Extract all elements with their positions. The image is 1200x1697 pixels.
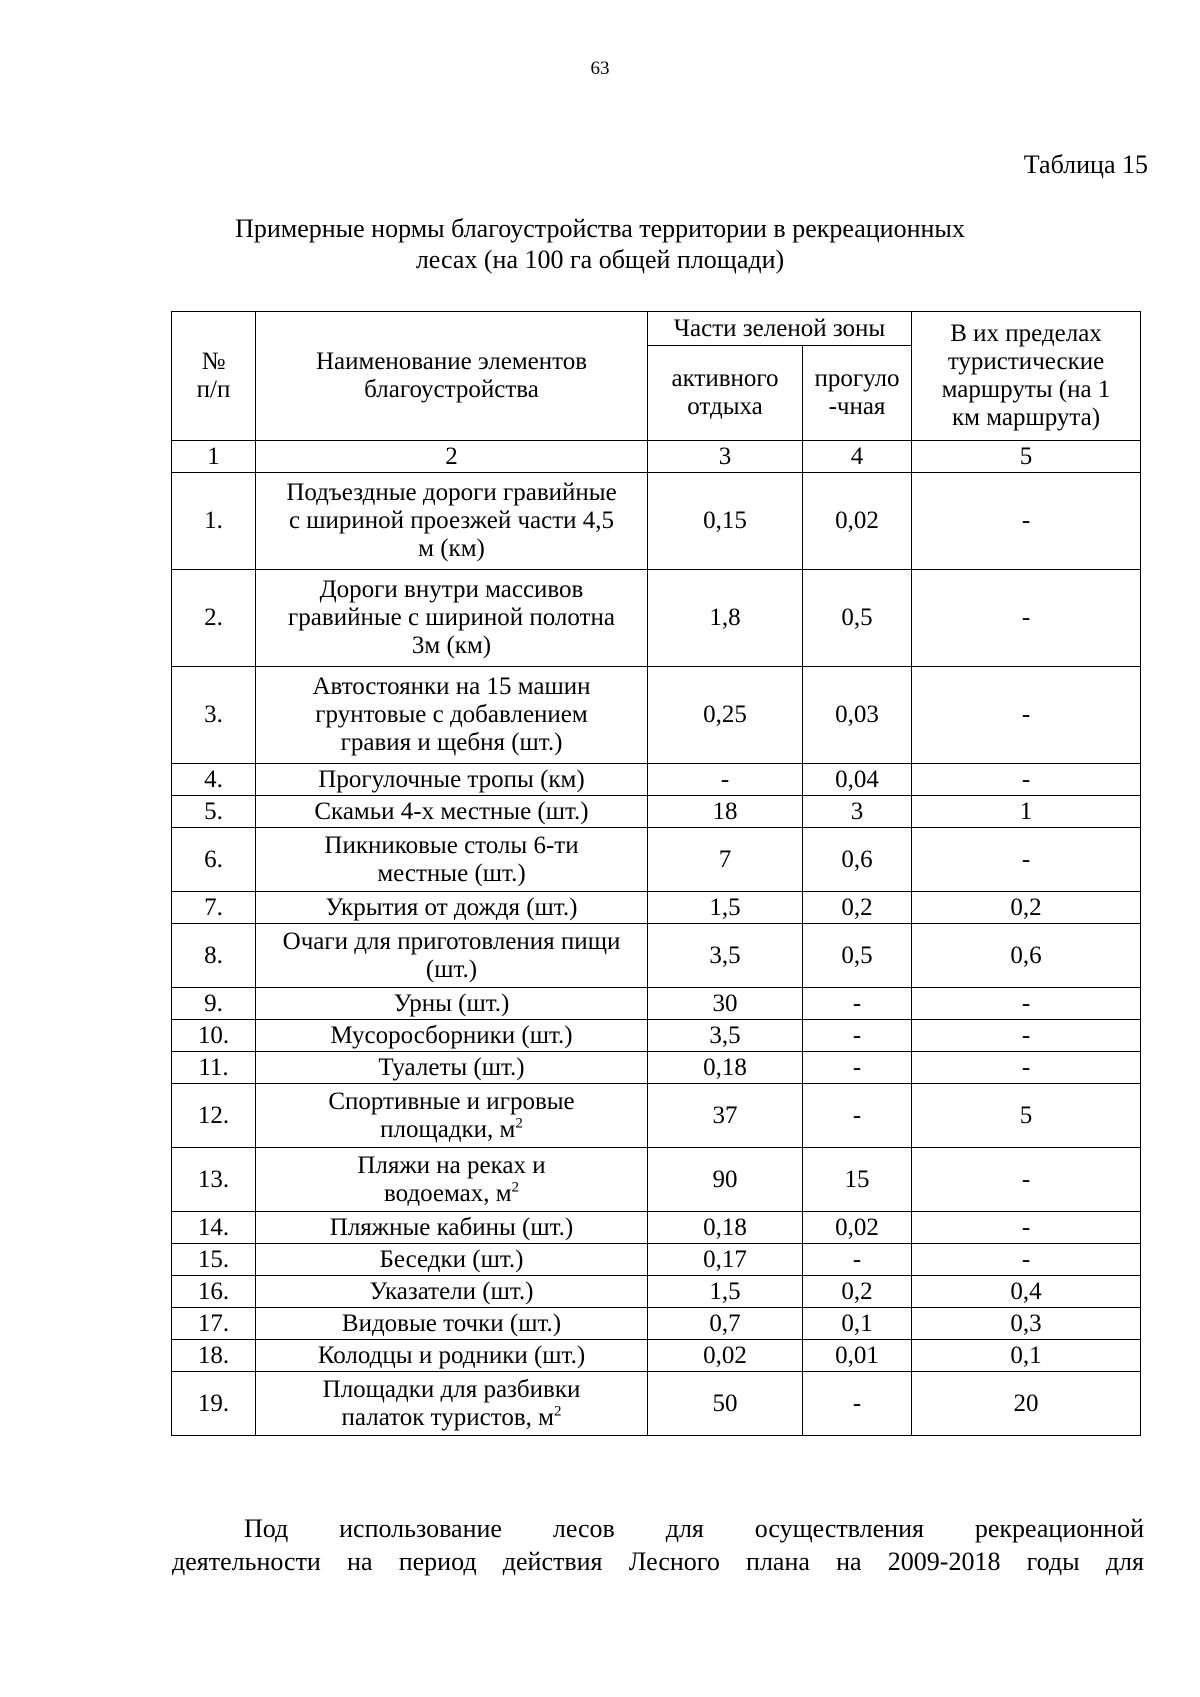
row-number: 11.: [172, 1052, 256, 1084]
row-walk-value: 0,2: [803, 892, 912, 924]
header-routes-line-3: маршруты (на 1: [941, 376, 1111, 403]
row-name-line: [257, 1342, 646, 1370]
row-walk-value: 0,04: [803, 764, 912, 796]
row-name: [256, 892, 648, 924]
row-name-line: [257, 576, 646, 604]
row-name: [256, 764, 648, 796]
row-walk-value: 0,5: [803, 570, 912, 667]
row-active-value: 18: [648, 796, 803, 828]
row-name: [256, 570, 648, 667]
row-walk-value: 0,1: [803, 1308, 912, 1340]
header-row: [172, 312, 1141, 346]
table-row: [172, 1148, 1141, 1212]
row-name: [256, 988, 648, 1020]
row-name-text: гравия и щебня (шт.): [340, 729, 563, 756]
row-name-line: [257, 507, 646, 535]
row-name-text: Укрытия от дождя (шт.): [325, 893, 578, 921]
row-name-line: [257, 860, 646, 888]
header-num: [172, 312, 256, 441]
row-name-text: Пляжные кабины (шт.): [329, 1213, 574, 1241]
row-name-text: м (км): [418, 535, 485, 562]
row-walk-value: 15: [803, 1148, 912, 1212]
row-walk-value: 0,2: [803, 1276, 912, 1308]
header-walk: [803, 346, 912, 441]
row-name-line: [257, 1214, 646, 1242]
row-name-text: Подъездные дороги гравийные: [286, 479, 617, 506]
table-row: [172, 1340, 1141, 1372]
row-name-text: Мусоросборники (шт.): [330, 1021, 573, 1049]
row-active-value: 37: [648, 1084, 803, 1148]
row-name-line: [257, 894, 646, 922]
unit-superscript: 2: [515, 1115, 523, 1132]
row-name-line: [257, 1022, 646, 1050]
header-zone-parts: Части зеленой зоны: [648, 312, 912, 346]
row-active-value: 1,5: [648, 892, 803, 924]
row-active-value: 0,17: [648, 1244, 803, 1276]
table-row: [172, 924, 1141, 988]
table-row: [172, 1212, 1141, 1244]
row-name-line: [257, 479, 646, 507]
row-number: 1.: [172, 473, 256, 570]
row-number: 13.: [172, 1148, 256, 1212]
row-number: 17.: [172, 1308, 256, 1340]
row-name-text: площадки, м: [380, 1115, 516, 1143]
row-routes-value: -: [912, 473, 1141, 570]
row-name-line: [257, 1278, 646, 1306]
header-routes-line-2: туристические: [947, 348, 1105, 375]
row-name-line: [257, 729, 646, 757]
row-number: 14.: [172, 1212, 256, 1244]
column-number: 4: [803, 441, 912, 473]
row-active-value: -: [648, 764, 803, 796]
row-name-text: Автостоянки на 15 машин: [312, 673, 591, 700]
row-name-line: [257, 701, 646, 729]
unit-superscript: 2: [511, 1179, 520, 1196]
row-routes-value: 20: [912, 1372, 1141, 1436]
table-row: [172, 764, 1141, 796]
table-row: [172, 1084, 1141, 1148]
table-row: [172, 1244, 1141, 1276]
row-name-line: [257, 1404, 646, 1432]
unit-superscript: 2: [553, 1403, 562, 1420]
paragraph-line-2: деятельности на период действия Лесного плана на 2009-2018 годы для: [172, 1547, 1144, 1576]
header-routes: [912, 312, 1141, 441]
row-name: [256, 473, 648, 570]
row-number: 2.: [172, 570, 256, 667]
row-name: [256, 1276, 648, 1308]
header-routes-line-4: км маршрута): [951, 404, 1101, 431]
row-name-line: [257, 1152, 646, 1180]
row-number: 16.: [172, 1276, 256, 1308]
row-active-value: 1,8: [648, 570, 803, 667]
table-row: [172, 988, 1141, 1020]
row-active-value: 0,7: [648, 1308, 803, 1340]
row-name-line: [257, 604, 646, 632]
row-name-text: Пляжи на реках и: [357, 1151, 546, 1179]
row-name-line: [257, 1246, 646, 1274]
row-routes-value: -: [912, 1244, 1141, 1276]
header-walk-line-2: -чная: [828, 393, 886, 420]
row-name: [256, 667, 648, 764]
row-walk-value: -: [803, 1244, 912, 1276]
table-label: Таблица 15: [1023, 150, 1148, 179]
row-walk-value: 3: [803, 796, 912, 828]
row-number: 19.: [172, 1372, 256, 1436]
row-name-text: Прогулочные тропы (км): [318, 765, 585, 793]
row-name-line: [257, 1088, 646, 1116]
table-title: [0, 213, 1200, 275]
row-name-line: [257, 1376, 646, 1404]
row-name: [256, 1308, 648, 1340]
row-number: 3.: [172, 667, 256, 764]
row-name-text: Очаги для приготовления пищи: [282, 927, 621, 955]
row-name: [256, 1372, 648, 1436]
column-number: 2: [256, 441, 648, 473]
row-active-value: 3,5: [648, 1020, 803, 1052]
row-name: [256, 1340, 648, 1372]
row-routes-value: -: [912, 988, 1141, 1020]
table-row: [172, 1276, 1141, 1308]
row-name: [256, 1084, 648, 1148]
row-name: [256, 1020, 648, 1052]
row-name-text: Туалеты (шт.): [378, 1053, 525, 1081]
row-name-text: водоемах, м: [383, 1179, 512, 1207]
row-routes-value: -: [912, 1020, 1141, 1052]
row-walk-value: 0,6: [803, 828, 912, 892]
row-walk-value: -: [803, 988, 912, 1020]
row-name-text: Урны (шт.): [393, 989, 510, 1017]
row-routes-value: 1: [912, 796, 1141, 828]
row-walk-value: -: [803, 1084, 912, 1148]
row-walk-value: 0,5: [803, 924, 912, 988]
row-routes-value: 0,1: [912, 1340, 1141, 1372]
row-active-value: 1,5: [648, 1276, 803, 1308]
column-number: 5: [912, 441, 1141, 473]
header-num-line-2: п/п: [196, 376, 231, 403]
row-routes-value: 0,2: [912, 892, 1141, 924]
row-active-value: 7: [648, 828, 803, 892]
row-name-text: Указатели (шт.): [369, 1277, 534, 1305]
table-row: [172, 828, 1141, 892]
row-name: [256, 1244, 648, 1276]
row-number: 6.: [172, 828, 256, 892]
row-routes-value: 0,4: [912, 1276, 1141, 1308]
header-active: [648, 346, 803, 441]
header-active-line-1: активного: [671, 365, 779, 392]
row-name-text: грунтовые с добавлением: [315, 701, 588, 728]
column-number: 3: [648, 441, 803, 473]
row-walk-value: 0,03: [803, 667, 912, 764]
row-routes-value: -: [912, 1052, 1141, 1084]
row-active-value: 0,15: [648, 473, 803, 570]
header-num-line-1: №: [201, 348, 226, 375]
row-number: 12.: [172, 1084, 256, 1148]
row-name-text: местные (шт.): [377, 859, 526, 887]
row-active-value: 3,5: [648, 924, 803, 988]
row-name-text: 3м (км): [411, 632, 492, 659]
header-name-line-2: благоустройства: [364, 376, 539, 403]
row-routes-value: 5: [912, 1084, 1141, 1148]
header-walk-line-1: прогуло: [814, 365, 900, 392]
row-routes-value: -: [912, 828, 1141, 892]
row-routes-value: -: [912, 570, 1141, 667]
row-name-line: [257, 1310, 646, 1338]
table-row: [172, 1372, 1141, 1436]
row-name-text: Спортивные и игровые: [328, 1087, 575, 1115]
row-routes-value: 0,6: [912, 924, 1141, 988]
row-routes-value: 0,3: [912, 1308, 1141, 1340]
row-name-text: палаток туристов, м: [341, 1403, 554, 1431]
row-walk-value: -: [803, 1372, 912, 1436]
row-name-line: [257, 632, 646, 660]
row-name-line: [257, 832, 646, 860]
row-name-line: [257, 798, 646, 826]
paragraph-line-1: Под использование лесов для осуществления рекреационной: [244, 1514, 1144, 1543]
row-number: 4.: [172, 764, 256, 796]
row-number: 9.: [172, 988, 256, 1020]
row-number: 10.: [172, 1020, 256, 1052]
row-name-line: [257, 956, 646, 984]
body-paragraph: [172, 1512, 1144, 1578]
header-name: [256, 312, 648, 441]
row-name-line: [257, 1180, 646, 1208]
table-title-line-2: лесах (на 100 га общей площади): [415, 245, 785, 274]
row-routes-value: -: [912, 1212, 1141, 1244]
row-name-line: [257, 1054, 646, 1082]
row-walk-value: -: [803, 1052, 912, 1084]
page-number: 63: [590, 58, 610, 79]
row-name-line: [257, 990, 646, 1018]
table-row: [172, 1308, 1141, 1340]
row-number: 18.: [172, 1340, 256, 1372]
row-number: 15.: [172, 1244, 256, 1276]
row-active-value: 50: [648, 1372, 803, 1436]
column-number-row: [172, 441, 1141, 473]
table-row: [172, 1020, 1141, 1052]
row-active-value: 30: [648, 988, 803, 1020]
row-walk-value: 0,01: [803, 1340, 912, 1372]
row-active-value: 0,18: [648, 1052, 803, 1084]
norms-table: [171, 311, 1141, 1436]
table-row: [172, 473, 1141, 570]
table-row: [172, 570, 1141, 667]
row-routes-value: -: [912, 764, 1141, 796]
row-name-text: Площадки для разбивки: [322, 1375, 581, 1403]
header-active-line-2: отдыха: [687, 393, 763, 420]
row-walk-value: 0,02: [803, 1212, 912, 1244]
row-routes-value: -: [912, 1148, 1141, 1212]
row-name: [256, 828, 648, 892]
table-row: [172, 796, 1141, 828]
table-row: [172, 892, 1141, 924]
row-number: 8.: [172, 924, 256, 988]
row-name-text: с шириной проезжей части 4,5: [288, 507, 615, 534]
header-routes-line-1: В их пределах: [950, 320, 1102, 347]
row-active-value: 0,02: [648, 1340, 803, 1372]
row-name-text: Беседки (шт.): [379, 1245, 524, 1273]
row-active-value: 0,25: [648, 667, 803, 764]
row-name: [256, 796, 648, 828]
row-name: [256, 1148, 648, 1212]
header-name-line-1: Наименование элементов: [315, 348, 588, 375]
row-name: [256, 1212, 648, 1244]
table-title-line-1: Примерные нормы благоустройства территории в рекреационных: [235, 214, 965, 243]
table-row: [172, 667, 1141, 764]
row-walk-value: 0,02: [803, 473, 912, 570]
row-name-text: Дороги внутри массивов: [319, 576, 584, 603]
row-active-value: 90: [648, 1148, 803, 1212]
row-routes-value: -: [912, 667, 1141, 764]
row-number: 7.: [172, 892, 256, 924]
column-number: 1: [172, 441, 256, 473]
row-name-text: гравийные с шириной полотна: [288, 604, 615, 631]
row-name-line: [257, 928, 646, 956]
row-name-text: Видовые точки (шт.): [341, 1309, 562, 1337]
row-name-line: [257, 766, 646, 794]
row-active-value: 0,18: [648, 1212, 803, 1244]
row-number: 5.: [172, 796, 256, 828]
row-name-text: (шт.): [425, 955, 478, 983]
row-name-text: Колодцы и родники (шт.): [317, 1341, 586, 1369]
row-name-line: [257, 535, 646, 563]
row-name: [256, 924, 648, 988]
row-name-text: Пикниковые столы 6-ти: [324, 831, 579, 859]
row-name: [256, 1052, 648, 1084]
row-name-text: Скамьи 4-х местные (шт.): [314, 797, 589, 825]
row-walk-value: -: [803, 1020, 912, 1052]
row-name-line: [257, 673, 646, 701]
row-name-line: [257, 1116, 646, 1144]
table-row: [172, 1052, 1141, 1084]
